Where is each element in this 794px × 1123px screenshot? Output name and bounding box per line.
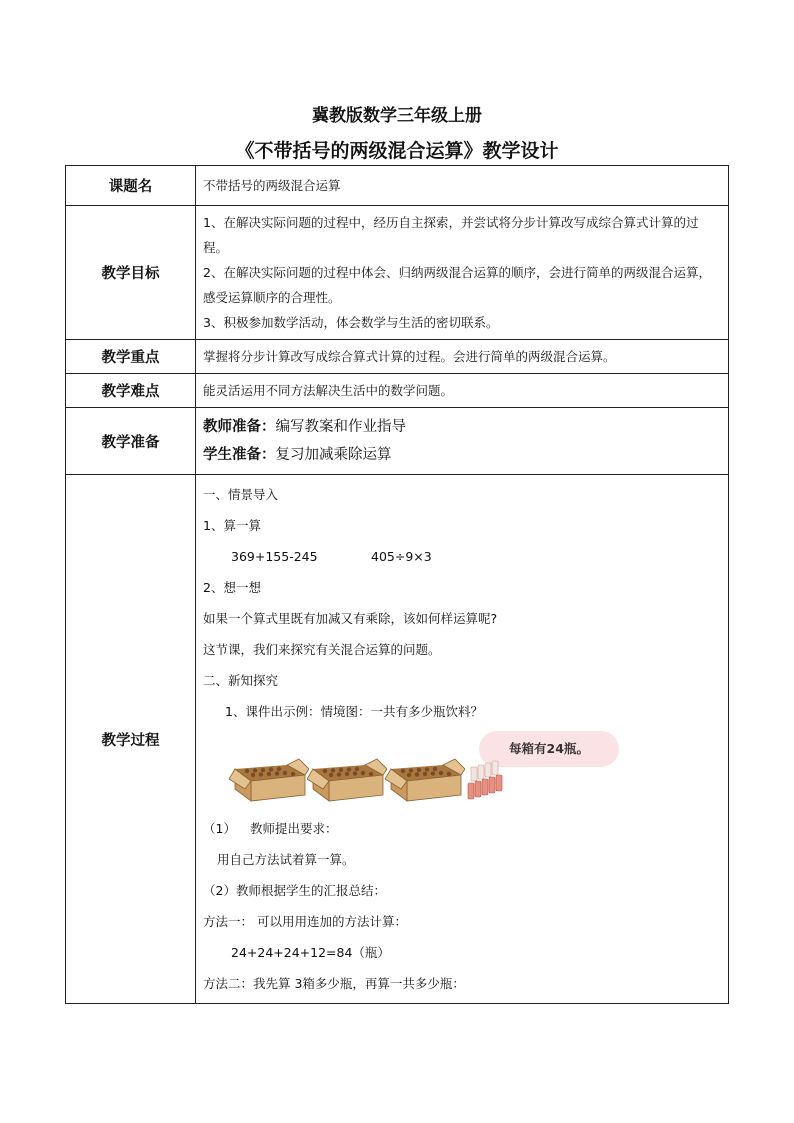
- topic-text: 不带括号的两级混合运算: [203, 178, 341, 193]
- crate-icon: [385, 755, 465, 803]
- calc-exercises: [203, 541, 720, 572]
- section-heading: 二、新知探究: [203, 673, 279, 688]
- preparation-label: 教学准备: [66, 408, 196, 475]
- document-title: 冀教版数学三年级上册: [312, 106, 482, 126]
- preparation-value: [196, 408, 729, 475]
- crate-icon: [307, 755, 387, 803]
- requirement-line: [203, 813, 720, 844]
- summary-line: （2）教师根据学生的汇报总结：: [203, 883, 386, 898]
- calc-expression: 369+155-245: [231, 549, 318, 564]
- topic-value: [196, 166, 729, 206]
- question-text: 如果一个算式里既有加减又有乘除，该如何样运算呢?: [203, 611, 498, 626]
- process-label: 教学过程: [66, 475, 196, 1004]
- calc-expression: 405÷9×3: [371, 549, 432, 564]
- teacher-prep-text: 编写教案和作业指导: [275, 419, 406, 435]
- speech-bubble: 每箱有24瓶。: [479, 731, 619, 767]
- step-heading: 1、算一算: [203, 518, 261, 533]
- objective-item: 3、积极参加数学活动，体会数学与生活的密切联系。: [203, 315, 499, 330]
- requirement-text: 教师提出要求：: [249, 821, 338, 836]
- objective-item: 2、在解决实际问题的过程中体会、归纳两级混合运算的顺序，会进行简单的两级混合运算，感受运算顺序的合理性。: [203, 265, 711, 305]
- section-heading: 一、情景导入: [203, 487, 279, 502]
- table-row-objectives: [66, 206, 729, 340]
- student-prep: [203, 441, 720, 469]
- difficulty-value: [196, 374, 729, 408]
- table-row-process: [66, 475, 729, 1004]
- key-point-text: 掌握将分步计算改写成综合算式计算的过程。会进行简单的两级混合运算。: [203, 349, 616, 364]
- example-text: 1、课件出示例：情境图：一共有多少瓶饮料？: [225, 704, 483, 719]
- topic-label: 课题名: [66, 166, 196, 206]
- objective-item: 1、在解决实际问题的过程中，经历自主探索，并尝试将分步计算改写成综合算式计算的过程。: [203, 215, 699, 255]
- key-point-value: [196, 340, 729, 374]
- table-row-preparation: [66, 408, 729, 475]
- difficulty-text: 能灵活运用不同方法解决生活中的数学问题。: [203, 383, 454, 398]
- requirement-number: （1）: [203, 821, 236, 836]
- key-point-label: 教学重点: [66, 340, 196, 374]
- lesson-plan-table: [65, 165, 729, 1004]
- bottles-icon: [467, 759, 507, 803]
- teacher-prep-label: 教师准备：: [203, 419, 276, 435]
- intro-text: 这节课，我们来探究有关混合运算的问题。: [203, 642, 441, 657]
- table-row-key-point: [66, 340, 729, 374]
- teacher-prep: [203, 413, 720, 441]
- method-one: 方法一： 可以用用连加的方法计算：: [203, 914, 407, 929]
- crate-icon: [229, 755, 309, 803]
- scene-illustration: [229, 729, 720, 809]
- difficulty-label: 教学难点: [66, 374, 196, 408]
- method-one-calc: 24+24+24+12=84（瓶）: [231, 945, 390, 960]
- process-value: [196, 475, 729, 1004]
- requirement-detail: 用自己方法试着算一算。: [217, 852, 355, 867]
- objectives-value: [196, 206, 729, 340]
- student-prep-text: 复习加减乘除运算: [275, 447, 392, 463]
- table-row-topic: [66, 166, 729, 206]
- student-prep-label: 学生准备：: [203, 447, 276, 463]
- step-heading: 2、想一想: [203, 580, 261, 595]
- objectives-label: 教学目标: [66, 206, 196, 340]
- method-two: 方法二：我先算 3箱多少瓶，再算一共多少瓶：: [203, 976, 465, 991]
- table-row-difficulty: [66, 374, 729, 408]
- document-subtitle: 《不带括号的两级混合运算》教学设计: [235, 140, 559, 162]
